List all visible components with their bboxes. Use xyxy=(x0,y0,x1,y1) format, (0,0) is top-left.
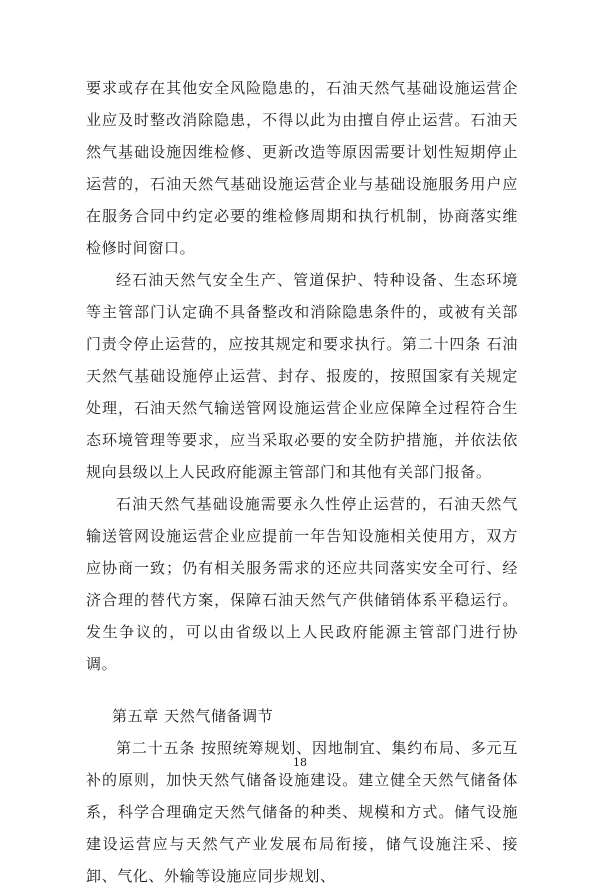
page-number: 18 xyxy=(293,756,307,769)
chapter-heading: 第五章 天然气储备调节 xyxy=(112,707,274,725)
section-gap xyxy=(86,680,518,700)
document-body xyxy=(86,72,518,892)
paragraph-permanent-shutdown: 石油天然气基础设施需要永久性停止运营的，石油天然气输送管网设施运营企业应提前一年告知设施相关使用方，双方应协商一致；仍有相关服务需求的还应共同落实安全可行、经济合理的替代方案，保障石油天然气产供储销体系平稳运行。发生争议的，可以由省级以上人民政府能源主管部门进行协调。 xyxy=(86,495,518,673)
paragraph-suspension-rules: 经石油天然气安全生产、管道保护、特种设备、生态环境等主管部门认定确不具备整改和消除隐患条件的，或被有关部门责令停止运营的，应按其规定和要求执行。第二十四条 石油天然气基础设施停止运营、封存、报废的，按照国家有关规定处理，石油天然气输送管网设施运营企业应保障全过程符合生态环境管理等要求，应当采取必要的安全防护措施，并依法依规向县级以上人民政府能源主管部门和其他有关部门报备。 xyxy=(86,271,518,481)
article-25-paragraph: 第二十五条 按照统筹规划、因地制宜、集约布局、多元互补的原则，加快天然气储备设施建设。建立健全天然气储备体系，科学合理确定天然气储备的种类、规模和方式。储气设施建设运营应与天然气产业发展布局衔接，储气设施注采、接卸、气化、外输等设施应同步规划、 xyxy=(86,739,518,885)
paragraph-continuation: 要求或存在其他安全风险隐患的，石油天然气基础设施运营企业应及时整改消除隐患，不得以此为由擅自停止运营。石油天然气基础设施因维检修、更新改造等原因需要计划性短期停止运营的，石油天然气基础设施运营企业与基础设施服务用户应在服务合同中约定必要的维检修周期和执行机制，协商落实维检修时间窗口。 xyxy=(86,79,518,257)
